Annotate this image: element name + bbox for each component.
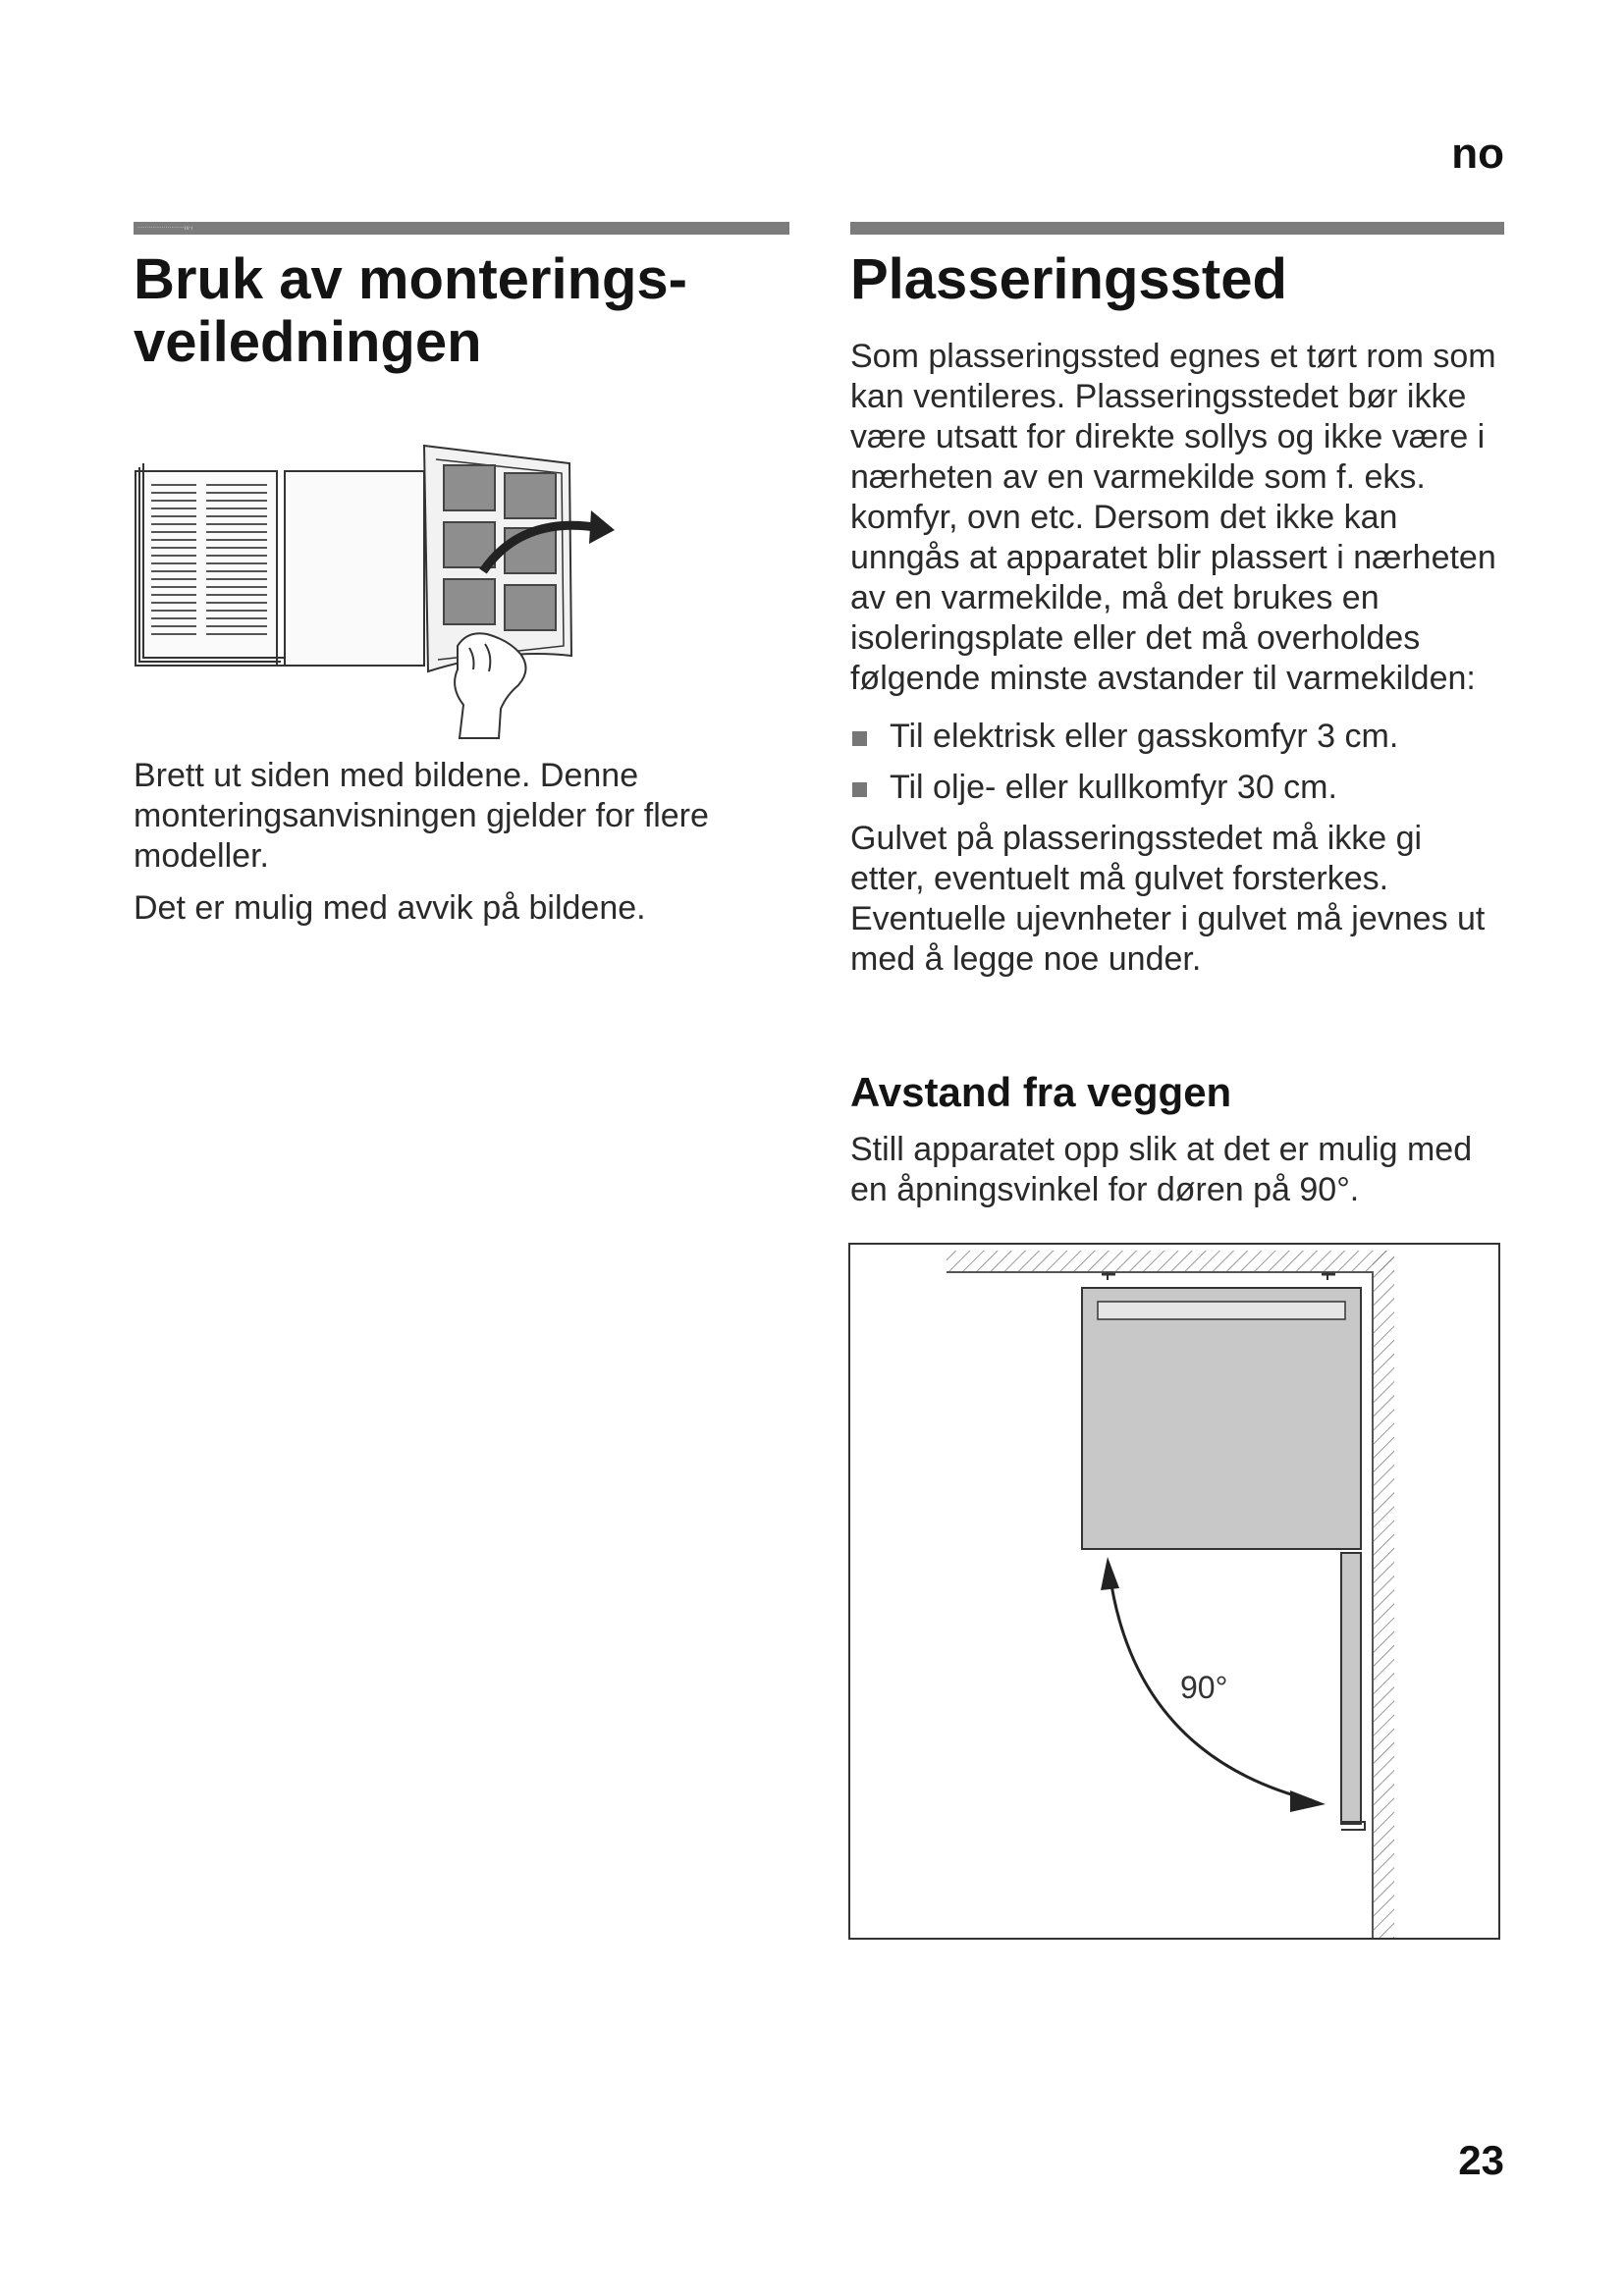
section-title-manual-use [134, 248, 791, 374]
paragraph-fold-out: Brett ut siden med bildene. Denne monteringsanvisningen gjelder for flere modeller. [134, 757, 709, 875]
distance-list [850, 717, 1504, 808]
paragraph-deviation: Det er mulig med avvik på bildene. [134, 889, 646, 927]
floor-text: Gulvet på plasseringsstedet må ikke gi etter, eventuelt må gulvet forsterkes. Eventuelle ujevnheter i gulvet må jevnes ut med å legge noe under. [850, 820, 1486, 978]
section-title-placement: Plasseringssted [850, 247, 1287, 311]
subheading-wall-distance: Avstand fra veggen [850, 1069, 1232, 1115]
manual-use-text [134, 756, 789, 929]
placement-intro: Som plasseringssted egnes et tørt rom som kan ventileres. Plasseringsstedet bør ikke være utsatt for direkte sollys og ikke være i nærheten av en varmekilde som f. eks. komfyr, ovn etc. Dersom det ikke kan unngås at apparatet blir plassert i nærheten av en varmekilde, må det brukes en isoleringsplate eller det må overholdes følgende minste avstander til varmekilden: [850, 338, 1496, 697]
list-item-text: Til elektrisk eller gasskomfyr 3 cm. [890, 718, 1399, 755]
language-code: no [1451, 130, 1504, 178]
page-number: 23 [1458, 2137, 1504, 2183]
bullet-square-icon [852, 782, 867, 797]
list-item [850, 768, 1504, 808]
left-section-rule [134, 222, 789, 235]
right-section-rule [850, 222, 1504, 235]
angle-label: 90° [1180, 1670, 1228, 1705]
bullet-square-icon [852, 731, 867, 746]
list-item-text: Til olje- eller kullkomfyr 30 cm. [890, 769, 1337, 806]
title-line-1: Bruk av monterings- [134, 247, 687, 311]
wall-distance-text: Still apparatet opp slik at det er mulig med en åpningsvinkel for døren på 90°. [850, 1131, 1473, 1208]
open-manual-fold-out-icon [130, 438, 621, 744]
list-item [850, 717, 1504, 757]
title-line-2: veiledningen [134, 310, 482, 374]
rule-code-mark: ·························ııı·ı [137, 225, 193, 232]
placement-text [850, 337, 1504, 980]
door-angle-illustration [850, 1245, 1498, 1938]
door-opening-angle-diagram [848, 1243, 1500, 1940]
